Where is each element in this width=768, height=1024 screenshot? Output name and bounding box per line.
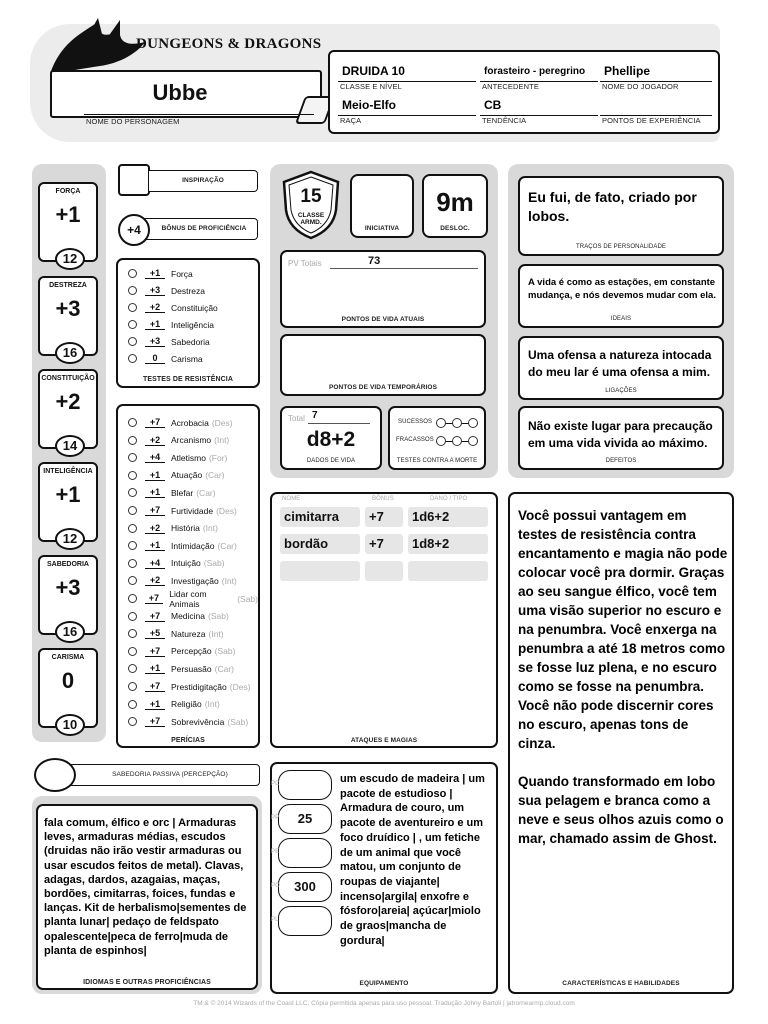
ability-modifier: +3 (55, 296, 81, 321)
class-level-value[interactable]: DRUIDA 10 (342, 64, 405, 78)
save-row-intelligence[interactable] (118, 316, 258, 333)
proficiencies-title: IDIOMAS E OUTRAS PROFICIÊNCIAS (83, 979, 211, 986)
skill-attr: (Des) (229, 681, 251, 692)
skill-name: Acrobacia (171, 417, 209, 428)
skill-row[interactable] (118, 555, 258, 572)
coin-po[interactable] (271, 872, 332, 902)
xp-label: PONTOS DE EXPERIÊNCIA (602, 116, 701, 125)
hit-dice-label: DADOS DE VIDA (306, 458, 356, 464)
saving-throws-panel (116, 258, 260, 388)
proficiency-dot-icon[interactable] (128, 612, 137, 621)
skill-attr: (Car) (205, 470, 225, 481)
skill-value: +4 (145, 558, 165, 569)
speed-value: 9m (436, 187, 474, 217)
skill-value: +2 (145, 435, 165, 446)
skill-row[interactable] (118, 432, 258, 449)
skill-attr: (Des) (211, 417, 233, 428)
skill-row[interactable] (118, 537, 258, 554)
player-name-label: NOME DO JOGADOR (602, 82, 679, 91)
coin-label: PO (271, 883, 280, 889)
death-success-2-icon[interactable] (452, 418, 462, 428)
flaws-text: Não existe lugar para precaução em uma vida vivida ao máximo. (528, 419, 713, 450)
skill-value: +1 (145, 487, 165, 498)
attack-name[interactable]: bordão (280, 534, 360, 554)
save-name: Sabedoria (171, 336, 210, 347)
attack-row[interactable] (280, 534, 490, 554)
ability-modifier: +1 (55, 202, 81, 227)
skill-value: +7 (145, 593, 164, 604)
skill-value: +2 (145, 523, 165, 534)
name-underline (84, 114, 314, 115)
coin-pp[interactable] (271, 804, 332, 834)
saving-throws-title: TESTES DE RESISTÊNCIA (142, 376, 233, 383)
coin-pe[interactable] (271, 838, 332, 868)
death-saves-label: TESTES CONTRA A MORTE (396, 458, 478, 464)
ability-score[interactable]: 12 (55, 248, 85, 270)
death-success-3-icon[interactable] (468, 418, 478, 428)
skills-title: PERÍCIAS (171, 737, 205, 744)
skill-attr: (Sab) (227, 716, 249, 727)
skill-row[interactable] (118, 590, 258, 607)
traits-text: Eu fui, de fato, criado por lobos. (528, 189, 697, 224)
skill-name: Medicina (171, 611, 206, 622)
ability-charisma[interactable] (38, 648, 98, 732)
death-fail-2-icon[interactable] (452, 436, 462, 446)
skill-row[interactable] (118, 608, 258, 625)
attack-name[interactable]: cimitarra (280, 507, 360, 527)
skill-name: Natureza (171, 628, 206, 639)
hit-dice-value: d8+2 (306, 428, 356, 451)
ability-label: INTELIGÊNCIA (43, 468, 93, 475)
skill-attr: (Car) (196, 487, 216, 498)
death-success-label: SUCESSOS (398, 419, 433, 425)
proficiency-label: BÔNUS DE PROFICIÊNCIA (161, 225, 247, 232)
hit-dice-total-label: Total (288, 414, 305, 423)
skill-row[interactable] (118, 520, 258, 537)
proficiency-dot-icon[interactable] (128, 269, 137, 278)
race-value[interactable]: Meio-Elfo (342, 98, 396, 112)
save-value: +3 (145, 336, 165, 347)
inspiration-label: INSPIRAÇÃO (182, 177, 224, 184)
proficiency-dot-icon[interactable] (128, 576, 137, 585)
skill-row[interactable] (118, 572, 258, 589)
skill-attr: (Int) (202, 523, 218, 534)
skill-name: Arcanismo (171, 435, 212, 446)
proficiency-dot-icon[interactable] (128, 488, 137, 497)
attack-name[interactable] (280, 561, 360, 581)
skills-panel (116, 404, 260, 748)
ability-score[interactable]: 10 (55, 714, 85, 736)
skill-name: Furtividade (171, 505, 214, 516)
ability-modifier: +1 (55, 482, 81, 507)
inspiration-box[interactable] (118, 164, 150, 196)
attacks-col-damage: DANO / TIPO (430, 496, 468, 502)
skill-value: +7 (145, 417, 165, 428)
ability-strength[interactable] (38, 182, 98, 266)
coin-pc[interactable] (271, 770, 332, 800)
save-row-constitution[interactable] (118, 299, 258, 316)
bonds-label: LIGAÇÕES (605, 388, 637, 394)
skill-row[interactable] (118, 643, 258, 660)
ability-label: DESTREZA (49, 282, 87, 289)
ability-modifier: 0 (61, 668, 75, 693)
skill-name: Blefar (171, 487, 194, 498)
coin-pl[interactable] (271, 906, 332, 936)
proficiency-dot-icon[interactable] (128, 717, 137, 726)
save-name: Destreza (171, 285, 206, 296)
flaws-label: DEFEITOS (605, 458, 637, 464)
skill-value: +1 (145, 663, 165, 674)
skill-attr: (For) (208, 452, 228, 463)
skill-row[interactable] (118, 467, 258, 484)
armor-class-value[interactable]: 15 (300, 186, 322, 207)
header-banner (0, 0, 768, 150)
skill-name: Atuação (171, 470, 203, 481)
player-name-value[interactable]: Phellipe (604, 64, 651, 78)
skill-name: Atletismo (171, 452, 206, 463)
skill-attr: (Sab) (214, 646, 236, 657)
skill-value: +7 (145, 716, 165, 727)
coin-label: PE (271, 849, 280, 855)
save-value: +1 (145, 319, 165, 330)
attacks-title: ATAQUES E MAGIAS (350, 737, 418, 744)
save-value: +3 (145, 285, 165, 296)
proficiency-dot-icon[interactable] (128, 453, 137, 462)
proficiency-dot-icon[interactable] (128, 471, 137, 480)
skill-value: +2 (145, 575, 165, 586)
skill-row[interactable] (118, 660, 258, 677)
proficiency-dot-icon[interactable] (128, 594, 137, 603)
hp-current-label: PONTOS DE VIDA ATUAIS (341, 316, 425, 323)
proficiency-dot-icon[interactable] (128, 682, 137, 691)
speed-label: DESLOC. (440, 225, 470, 232)
bonds-text: Uma ofensa a natureza intocada do meu lar é uma ofensa a mim. (528, 348, 712, 379)
attack-row[interactable] (280, 507, 490, 527)
skill-value: +7 (145, 646, 165, 657)
skill-value: +7 (145, 681, 165, 692)
hp-max-label: PV Totais (288, 259, 322, 268)
ability-label: FORÇA (55, 188, 81, 195)
skill-attr: (Des) (216, 505, 237, 516)
passive-wisdom-value[interactable] (34, 758, 76, 792)
skill-row[interactable] (118, 449, 258, 466)
hit-dice-total-value[interactable]: 7 (312, 410, 318, 421)
skill-name: Prestidigitação (171, 681, 227, 692)
proficiency-dot-icon[interactable] (128, 541, 137, 550)
ability-score[interactable]: 12 (55, 528, 85, 550)
attacks-col-name: NOME (282, 496, 301, 502)
ability-modifier: +3 (55, 575, 81, 600)
race-label: RAÇA (340, 116, 362, 125)
alignment-label: TENDÊNCIA (482, 116, 527, 125)
skill-name: Intimidação (171, 540, 215, 551)
coin-label: PC (271, 781, 280, 787)
armor-class-label: CLASSE ARMD. (297, 212, 325, 226)
skill-name: Sobrevivência (171, 716, 225, 727)
proficiency-dot-icon[interactable] (128, 418, 137, 427)
proficiency-dot-icon[interactable] (128, 524, 137, 533)
hp-max-value[interactable]: 73 (368, 255, 381, 267)
save-value: 0 (145, 353, 165, 364)
attack-bonus[interactable] (365, 561, 403, 581)
traits-label: TRAÇOS DE PERSONALIDADE (576, 244, 666, 250)
attack-damage[interactable]: 1d8+2 (408, 534, 488, 554)
death-fail-3-icon[interactable] (468, 436, 478, 446)
ability-label: SABEDORIA (46, 561, 89, 568)
skill-value: +4 (145, 452, 165, 463)
death-fail-1-icon[interactable] (436, 436, 446, 446)
skill-value: +1 (145, 699, 165, 710)
skill-attr: (Car) (214, 663, 234, 674)
ability-dexterity[interactable] (38, 276, 98, 360)
skill-row[interactable] (118, 678, 258, 695)
save-row-wisdom[interactable] (118, 333, 258, 350)
ability-scores-panel (32, 164, 106, 742)
skill-name: Percepção (171, 646, 212, 657)
skill-attr: (Sab) (203, 558, 225, 569)
skill-name: História (171, 523, 200, 534)
passive-wisdom-label: SABEDORIA PASSIVA (PERCEPÇÃO) (112, 771, 228, 778)
proficiency-circle[interactable]: +4 (118, 214, 150, 246)
skill-attr: (Int) (221, 575, 237, 586)
save-row-strength[interactable] (118, 265, 258, 282)
ability-label: CONSTITUIÇÃO (41, 375, 95, 382)
proficiencies-text[interactable]: fala comum, élfico e orc | Armaduras leves, armaduras médias, escudos (druidas não irão vestir armaduras ou usar escudos feitos de metal). Clavas, adagas, dardos, azagaias, maças, bordões, cimitarras, foices, fundas e lanças. Kit de herbalismo|sementes de planta lunar| pedaço de feldspato opalescente|peca de ferro|muda de planta de espinhos| (44, 817, 247, 957)
skill-attr: (Int) (208, 628, 224, 639)
hp-max-line (330, 268, 478, 269)
save-value: +2 (145, 302, 165, 313)
skill-name: Religião (171, 699, 202, 710)
skill-value: +1 (145, 540, 165, 551)
proficiency-dot-icon[interactable] (128, 700, 137, 709)
logo-text: DUNGEONS & DRAGONS (136, 36, 322, 52)
skill-name: Investigação (171, 575, 219, 586)
skill-attr: (Int) (204, 699, 220, 710)
proficiency-dot-icon[interactable] (128, 629, 137, 638)
attack-damage[interactable]: 1d6+2 (408, 507, 488, 527)
skill-row[interactable] (118, 484, 258, 501)
equipment-text[interactable]: um escudo de madeira | um pacote de estudioso | Armadura de couro, um pacote de aventureiro e um foco druídico | , um fetiche de um animal que você matou, um conjunto de roupas de viajante| incenso|argila| enxofre e fósforo|areia| açúcar|miolo de graos|mancha de gordura| (340, 773, 485, 947)
save-name: Carisma (171, 353, 203, 364)
proficiency-dot-icon[interactable] (128, 303, 137, 312)
skill-name: Lidar com Animais (169, 588, 207, 609)
attacks-col-bonus: BÔNUS (372, 496, 394, 502)
proficiency-dot-icon[interactable] (128, 664, 137, 673)
attack-bonus[interactable]: +7 (365, 507, 403, 527)
alignment-value[interactable]: CB (484, 98, 502, 112)
skill-value: +7 (145, 611, 165, 622)
proficiency-dot-icon[interactable] (128, 647, 137, 656)
skill-value: +1 (145, 470, 165, 481)
skill-name: Persuasão (171, 663, 212, 674)
skill-row[interactable] (118, 696, 258, 713)
coin-label: PL (271, 917, 279, 923)
equipment-title: EQUIPAMENTO (359, 980, 409, 987)
character-name-label: NOME DO PERSONAGEM (86, 117, 180, 126)
skill-value: +5 (145, 628, 165, 639)
skill-name: Intuição (171, 558, 201, 569)
hit-dice-total-line (308, 423, 370, 424)
attack-damage[interactable] (408, 561, 488, 581)
hp-temp-label: PONTOS DE VIDA TEMPORÁRIOS (328, 384, 438, 391)
save-name: Força (171, 268, 193, 279)
proficiency-dot-icon[interactable] (128, 436, 137, 445)
save-row-dexterity[interactable] (118, 282, 258, 299)
ability-constitution[interactable] (38, 369, 98, 453)
proficiency-dot-icon[interactable] (128, 337, 137, 346)
ability-label: CARISMA (51, 654, 85, 661)
skill-attr: (Car) (217, 540, 237, 551)
ability-modifier: +2 (55, 389, 81, 414)
features-title: CARACTERÍSTICAS E HABILIDADES (562, 980, 680, 987)
proficiency-dot-icon[interactable] (128, 320, 137, 329)
footer-copyright: TM & © 2014 Wizards of the Coast LLC. Cópia permitida apenas para uso pessoal. Tradução Johny Bartoli | jatrornearmp.cloud.com (193, 1000, 575, 1007)
ideals-text: A vida é como as estações, em constante mudança, e nós devemos mudar com ela. (528, 277, 716, 301)
attack-bonus[interactable]: +7 (365, 534, 403, 554)
initiative-label: INICIATIVA (364, 225, 400, 232)
skill-row[interactable] (118, 502, 258, 519)
skill-row[interactable] (118, 414, 258, 431)
death-fail-label: FRACASSOS (396, 437, 434, 443)
attack-row[interactable] (280, 561, 490, 581)
skill-row[interactable] (118, 713, 258, 730)
proficiency-dot-icon[interactable] (128, 354, 137, 363)
save-value: +1 (145, 268, 165, 279)
ideals-label: IDEAIS (610, 316, 632, 322)
coin-value: 25 (297, 811, 313, 826)
coin-value: 300 (294, 879, 316, 894)
ability-score[interactable]: 14 (55, 435, 85, 457)
attacks-panel (270, 492, 498, 748)
skill-value: +7 (145, 505, 165, 516)
skill-attr: (Int) (214, 435, 230, 446)
proficiency-dot-icon[interactable] (128, 286, 137, 295)
ability-wisdom[interactable] (38, 555, 98, 639)
save-name: Inteligência (171, 319, 215, 330)
class-level-label: CLASSE E NÍVEL (340, 82, 402, 91)
background-value[interactable]: forasteiro - peregrino (484, 66, 586, 77)
save-name: Constituição (171, 302, 218, 313)
ability-intelligence[interactable] (38, 462, 98, 546)
coin-label: PP (271, 815, 280, 821)
skill-row[interactable] (118, 625, 258, 642)
ability-score[interactable]: 16 (55, 621, 85, 643)
background-label: ANTECEDENTE (482, 82, 539, 91)
proficiency-dot-icon[interactable] (128, 506, 137, 515)
skill-attr: (Sab) (237, 593, 258, 604)
ability-score[interactable]: 16 (55, 342, 85, 364)
features-text[interactable]: Você possui vantagem em testes de resistência contra encantamento e magia não pode colocar você pra dormir. Graças ao seu sangue élfico, você tem uma visão superior no escuro e na penumbra. Você enxerga na penumbra a até 18 metros como se fosse luz plena, e no escuro como se fosse na penumbra. Você não pode discernir cores no escuro, apenas tons de cinza. Quando transformado em lobo sua pelagem e branca como a neve e seus olhos azuis como o mar, chamado assim de Ghost. (518, 508, 728, 846)
character-name[interactable]: Ubbe (152, 80, 208, 105)
death-success-1-icon[interactable] (436, 418, 446, 428)
save-row-charisma[interactable] (118, 350, 258, 367)
skill-attr: (Sab) (208, 611, 229, 622)
proficiency-dot-icon[interactable] (128, 559, 137, 568)
